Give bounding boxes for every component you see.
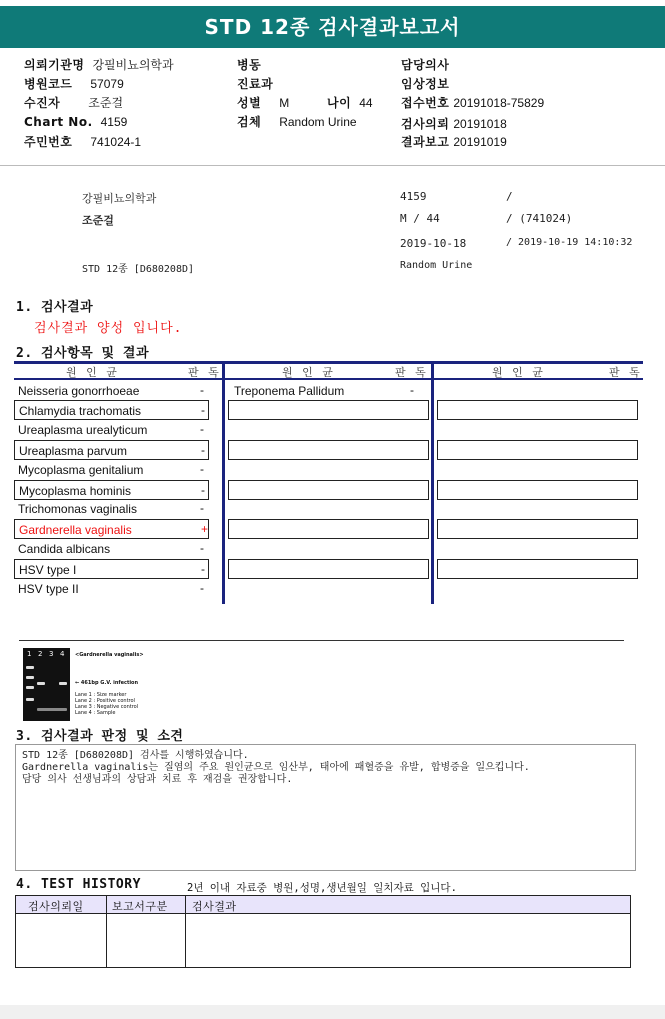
gel-legend-item: Lane 3 : Negative control	[75, 704, 139, 710]
empty-cell	[228, 559, 429, 579]
empty-cell	[228, 480, 429, 500]
dept-field: 진료과	[237, 77, 274, 91]
gel-band	[26, 676, 34, 679]
result-row: Treponema Pallidum -	[234, 383, 414, 398]
institution-field: 의뢰기관명 강필비뇨의학과	[24, 58, 174, 72]
summary-date-reported: / 2019-10-19 14:10:32	[506, 237, 633, 248]
result-row: Mycoplasma hominis -	[14, 480, 209, 500]
history-col-result: 검사결과	[192, 900, 237, 913]
gel-band	[26, 666, 34, 669]
summary-name: 조준걸	[82, 214, 114, 227]
summary-institution: 강필비뇨의학과	[82, 192, 157, 205]
history-col-report-type: 보고서구분	[112, 900, 168, 913]
history-column-divider	[185, 896, 186, 967]
report-date-field: 결과보고 20191019	[401, 135, 507, 149]
age-field: 나이 44	[327, 96, 373, 110]
gel-top-rule	[19, 640, 624, 641]
summary-chart: 4159	[400, 190, 427, 203]
history-table	[15, 895, 631, 968]
history-col-request-date: 검사의뢰일	[28, 900, 84, 913]
col3-judgment-header: 판 독	[609, 366, 643, 379]
summary-slash: /	[506, 190, 513, 203]
gel-legend-item: Lane 4 : Sample	[75, 710, 116, 716]
report-title: STD 12종 검사결과보고서	[0, 6, 665, 48]
section3-heading: 3. 검사결과 판정 및 소견	[16, 729, 184, 744]
gel-electrophoresis-image: 1 2 3 4	[23, 648, 70, 721]
clinical-field: 임상정보	[401, 77, 450, 91]
gel-title: <Gardnerella vaginalis>	[75, 652, 144, 658]
empty-cell	[437, 480, 638, 500]
summary-test-name: STD 12종 [D680208D]	[82, 264, 195, 275]
section4-heading: 4. TEST HISTORY	[16, 877, 141, 892]
doctor-field: 담당의사	[401, 58, 450, 72]
result-row: Ureaplasma parvum -	[14, 440, 209, 460]
receipt-no-field: 접수번호 20191018-75829	[401, 96, 545, 110]
history-column-divider	[106, 896, 107, 967]
gel-legend-item: Lane 2 : Positive control	[75, 698, 135, 704]
result-row: Chlamydia trachomatis -	[14, 400, 209, 420]
resident-no-field: 주민번호 741024-1	[24, 135, 142, 149]
history-header-row	[16, 896, 630, 914]
col1-judgment-header: 판 독	[188, 366, 222, 379]
empty-cell	[437, 519, 638, 539]
sex-field: 성별 M	[237, 96, 290, 110]
gel-legend-item: Lane 1 : Size marker	[75, 692, 127, 698]
gel-band	[59, 682, 67, 685]
gel-band	[37, 708, 67, 711]
column-divider	[222, 361, 225, 604]
summary-resident: / (741024)	[506, 212, 573, 225]
summary-specimen: Random Urine	[400, 260, 473, 271]
ward-field: 병동	[237, 58, 262, 72]
summary-sex-age: M / 44	[400, 212, 440, 225]
specimen-field: 검체 Random Urine	[237, 115, 357, 129]
empty-cell	[437, 440, 638, 460]
recipient-field: 수진자 조준걸	[24, 96, 124, 110]
gel-band	[26, 698, 34, 701]
history-note: 2년 이내 자료중 병원,성명,생년월일 일치자료 입니다.	[187, 882, 457, 894]
section2-heading: 2. 검사항목 및 결과	[16, 346, 150, 361]
request-date-field: 검사의뢰 20191018	[401, 117, 507, 131]
gel-panel	[19, 640, 624, 718]
col2-organism-header: 원 인 균	[282, 366, 336, 379]
gel-band	[37, 682, 45, 685]
gel-arrow-label: ← 461bp G.V. infection	[75, 680, 139, 686]
empty-cell	[228, 440, 429, 460]
opinion-line: STD 12종 [D680208D] 검사를 시행하였습니다.	[22, 750, 249, 761]
gel-band	[26, 686, 34, 689]
chart-no-field: Chart No. 4159	[24, 115, 128, 129]
column-divider	[431, 361, 434, 604]
result-row-positive: Gardnerella vaginalis +	[14, 519, 209, 539]
opinion-line: Gardnerella vaginalis는 질염의 주요 원인균으로 임산부, 태아에 패혈증을 유발, 합병증을 일으킵니다.	[22, 762, 530, 773]
positive-result-alert: 검사결과 양성 입니다.	[34, 321, 183, 336]
section1-heading: 1. 검사결과	[16, 300, 94, 315]
empty-cell	[228, 400, 429, 420]
empty-cell	[228, 519, 429, 539]
col1-organism-header: 원 인 균	[66, 366, 120, 379]
empty-cell	[437, 559, 638, 579]
col2-judgment-header: 판 독	[395, 366, 429, 379]
summary-date-received: 2019-10-18	[400, 237, 467, 250]
patient-info-block	[0, 48, 665, 166]
opinion-box	[15, 744, 636, 871]
results-table: 원 인 균 판 독 원 인 균 판 독 원 인 균 판 독 Neisseria gonorrhoeae - Chlamydia trachomatis - Ureaplasma urealyticum - Ureaplasma parvum - Mycoplasma genitalium - Mycoplasma hominis - Trichomonas vaginalis - Gardnerella vaginalis + Candida albicans - HSV type I - HSV type II - Treponema Pallidum -	[14, 361, 643, 604]
empty-cell	[437, 400, 638, 420]
result-row: HSV type I -	[14, 559, 209, 579]
hospital-code-field: 병원코드 57079	[24, 77, 124, 91]
opinion-line: 담당 의사 선생님과의 상담과 치료 후 재검을 권장합니다.	[22, 774, 293, 785]
col3-organism-header: 원 인 균	[492, 366, 546, 379]
